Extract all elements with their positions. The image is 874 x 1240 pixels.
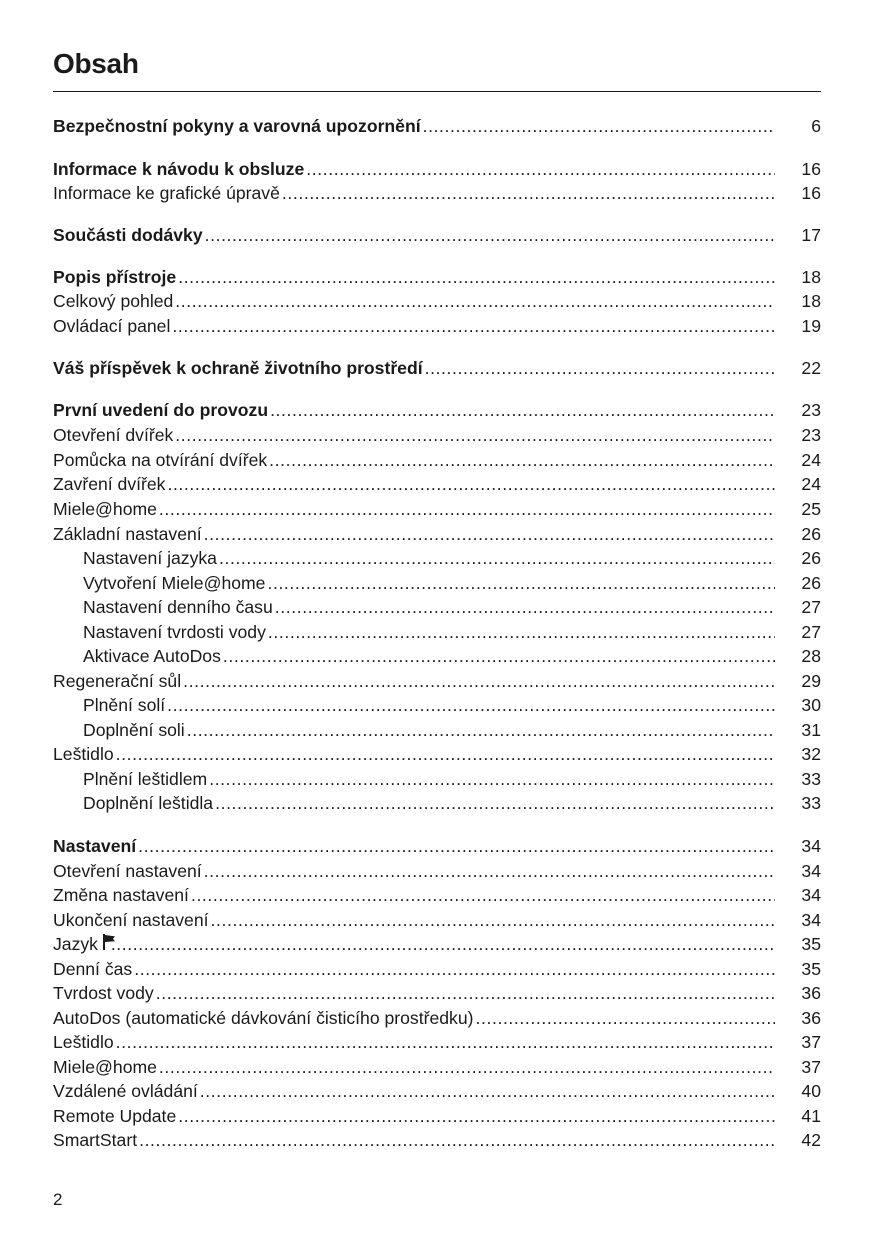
toc-entry-page: 26	[801, 548, 821, 568]
dot-leader	[282, 182, 775, 204]
page-title: Obsah	[53, 48, 139, 79]
toc-entry-title: Leštidlo	[53, 1032, 114, 1052]
dot-leader	[175, 290, 775, 312]
dot-leader	[156, 982, 775, 1004]
toc-entry[interactable]	[53, 266, 821, 288]
toc-entry-title: Aktivace AutoDos	[83, 646, 221, 666]
toc-entry[interactable]	[53, 1105, 821, 1127]
toc-entry[interactable]	[53, 1031, 821, 1053]
dot-leader	[306, 158, 775, 180]
dot-leader	[134, 958, 775, 980]
dot-leader	[205, 224, 775, 246]
toc-entry[interactable]	[53, 224, 821, 246]
toc-entry-page: 18	[801, 291, 821, 311]
toc-entry-page: 31	[801, 720, 821, 740]
toc-entry[interactable]	[53, 473, 821, 495]
dot-leader	[187, 719, 775, 741]
toc-entry[interactable]	[53, 182, 821, 204]
dot-leader	[159, 498, 775, 520]
dot-leader	[191, 884, 775, 906]
dot-leader	[423, 115, 775, 137]
toc-entry-title: Základní nastavení	[53, 524, 202, 544]
toc-entry-page: 16	[801, 159, 821, 179]
toc-entry[interactable]	[83, 547, 821, 569]
toc-entry[interactable]	[53, 884, 821, 906]
dot-leader	[183, 670, 775, 692]
toc-entry-title: Otevření dvířek	[53, 425, 174, 445]
toc-entry-page: 26	[801, 524, 821, 544]
dot-leader	[268, 621, 775, 643]
dot-leader	[209, 768, 775, 790]
toc-entry-page: 42	[801, 1130, 821, 1150]
dot-leader	[425, 357, 775, 379]
flag-icon	[102, 934, 109, 950]
toc-entry[interactable]	[83, 621, 821, 643]
dot-leader	[116, 1031, 775, 1053]
dot-leader	[178, 1105, 775, 1127]
toc-entry-page: 34	[801, 885, 821, 905]
dot-leader	[223, 645, 775, 667]
toc-entry-page: 32	[801, 744, 821, 764]
dot-leader	[476, 1007, 776, 1029]
title-divider	[53, 91, 821, 92]
toc-entry-page: 27	[801, 622, 821, 642]
toc-entry-title: Nastavení denního času	[83, 597, 273, 617]
toc-entry-title: Remote Update	[53, 1106, 177, 1126]
toc-entry-page: 16	[801, 183, 821, 203]
dot-leader	[116, 743, 775, 765]
toc-entry-title: Tvrdost vody	[53, 983, 154, 1003]
toc-entry-page: 29	[801, 671, 821, 691]
toc-entry-title: Otevření nastavení	[53, 861, 202, 881]
toc-entry-title: Jazyk	[53, 934, 98, 954]
toc-entry-page: 36	[801, 983, 821, 1003]
toc-entry-page: 23	[801, 400, 821, 420]
toc-entry-page: 23	[801, 425, 821, 445]
toc-entry-page: 19	[801, 316, 821, 336]
toc-entry-title: Vytvoření Miele@home	[83, 573, 266, 593]
toc-entry[interactable]	[53, 909, 821, 931]
toc-entry-title: Váš příspěvek k ochraně životního prostředí	[53, 358, 423, 378]
dot-leader	[204, 523, 775, 545]
dot-leader	[200, 1080, 775, 1102]
toc-entry-page: 26	[801, 573, 821, 593]
dot-leader	[270, 399, 775, 421]
toc-entry[interactable]	[53, 158, 821, 180]
toc-entry-page: 33	[801, 769, 821, 789]
toc-entry[interactable]	[83, 792, 821, 814]
toc-entry-page: 30	[801, 695, 821, 715]
toc-entry[interactable]	[53, 982, 821, 1004]
toc-entry[interactable]	[83, 572, 821, 594]
toc-entry-page: 37	[801, 1032, 821, 1052]
toc-entry[interactable]	[53, 958, 821, 980]
toc-entry-title: Vzdálené ovládání	[53, 1081, 198, 1101]
toc-entry-page: 33	[801, 793, 821, 813]
toc-entry-page: 37	[801, 1057, 821, 1077]
toc-entry[interactable]	[53, 1056, 821, 1078]
toc-entry[interactable]	[53, 835, 821, 857]
toc-entry-title: Pomůcka na otvírání dvířek	[53, 450, 268, 470]
toc-entry-title: Změna nastavení	[53, 885, 189, 905]
toc-entry-page: 34	[801, 910, 821, 930]
toc-entry-title: Bezpečnostní pokyny a varovná upozornění	[53, 116, 421, 136]
toc-entry-title: Doplnění soli	[83, 720, 185, 740]
dot-leader	[167, 694, 775, 716]
dot-leader	[159, 1056, 775, 1078]
toc-entry-title: Ovládací panel	[53, 316, 171, 336]
toc-entry-page: 35	[801, 959, 821, 979]
toc-entry[interactable]	[53, 1080, 821, 1102]
toc-entry-page: 41	[801, 1106, 821, 1126]
toc-entry-title: Informace ke grafické úpravě	[53, 183, 280, 203]
toc-entry-title: Miele@home	[53, 1057, 157, 1077]
toc-entry-title: Doplnění leštidla	[83, 793, 214, 813]
toc-entry[interactable]	[53, 523, 821, 545]
toc-entry-title: AutoDos (automatické dávkování čisticího prostředku)	[53, 1008, 474, 1028]
toc-entry[interactable]	[53, 860, 821, 882]
toc-entry[interactable]	[53, 933, 821, 955]
toc-entry-page: 40	[801, 1081, 821, 1101]
toc-entry-title: Součásti dodávky	[53, 225, 203, 245]
toc-entry-page: 34	[801, 861, 821, 881]
page-number: 2	[53, 1190, 63, 1209]
toc-entry[interactable]	[83, 645, 821, 667]
toc-entry-title: Leštidlo	[53, 744, 114, 764]
dot-leader	[215, 792, 775, 814]
toc-entry-page: 36	[801, 1008, 821, 1028]
toc-entry-page: 24	[801, 474, 821, 494]
dot-leader	[178, 266, 775, 288]
toc-entry[interactable]	[83, 719, 821, 741]
toc-entry-title: Regenerační sůl	[53, 671, 182, 691]
toc-entry[interactable]	[53, 1007, 821, 1029]
toc-entry-page: 22	[801, 358, 821, 378]
toc-entry-title: Miele@home	[53, 499, 157, 519]
toc-entry-page: 35	[801, 934, 821, 954]
toc-entry-title: Nastavení jazyka	[83, 548, 217, 568]
dot-leader	[267, 572, 775, 594]
toc-entry[interactable]	[83, 596, 821, 618]
toc-entry[interactable]	[53, 315, 821, 337]
toc-entry-title: První uvedení do provozu	[53, 400, 269, 420]
dot-leader	[138, 835, 775, 857]
toc-entry-title: Ukončení nastavení	[53, 910, 209, 930]
toc-entry[interactable]	[83, 694, 821, 716]
toc-entry-page: 24	[801, 450, 821, 470]
toc-entry-page: 34	[801, 836, 821, 856]
toc-entry[interactable]	[53, 1129, 821, 1151]
toc-entry-page: 25	[801, 499, 821, 519]
dot-leader	[219, 547, 775, 569]
toc-entry[interactable]	[53, 399, 821, 421]
toc-entry[interactable]	[53, 357, 821, 379]
dot-leader	[175, 424, 775, 446]
toc-entry[interactable]	[53, 449, 821, 471]
toc-entry-title: Plnění leštidlem	[83, 769, 208, 789]
toc-entry[interactable]	[53, 115, 821, 137]
toc-entry-page: 28	[801, 646, 821, 666]
toc-entry[interactable]	[53, 498, 821, 520]
dot-leader	[211, 909, 775, 931]
dot-leader	[204, 860, 775, 882]
dot-leader	[139, 1129, 775, 1151]
toc-entry[interactable]	[53, 743, 821, 765]
dot-leader	[167, 473, 775, 495]
toc-entry-title: SmartStart	[53, 1130, 138, 1150]
toc-entry-page: 6	[811, 116, 821, 136]
toc-entry[interactable]	[53, 424, 821, 446]
toc-entry-page: 27	[801, 597, 821, 617]
toc-entry-title: Celkový pohled	[53, 291, 174, 311]
dot-leader	[275, 596, 775, 618]
toc-entry-title: Nastavení tvrdosti vody	[83, 622, 266, 642]
dot-leader	[172, 315, 775, 337]
dot-leader	[269, 449, 775, 471]
toc-entry-page: 17	[801, 225, 821, 245]
toc-entry[interactable]	[53, 670, 821, 692]
toc-entry-title: Plnění solí	[83, 695, 166, 715]
toc-entry-title: Informace k návodu k obsluze	[53, 159, 305, 179]
toc-entry-title: Popis přístroje	[53, 267, 177, 287]
toc-entry-page: 18	[801, 267, 821, 287]
toc-entry-title: Denní čas	[53, 959, 133, 979]
toc-entry-title: Nastavení	[53, 836, 137, 856]
toc-entry-title: Zavření dvířek	[53, 474, 166, 494]
toc-entry[interactable]	[53, 290, 821, 312]
dot-leader	[111, 933, 775, 955]
toc-entry[interactable]	[83, 768, 821, 790]
